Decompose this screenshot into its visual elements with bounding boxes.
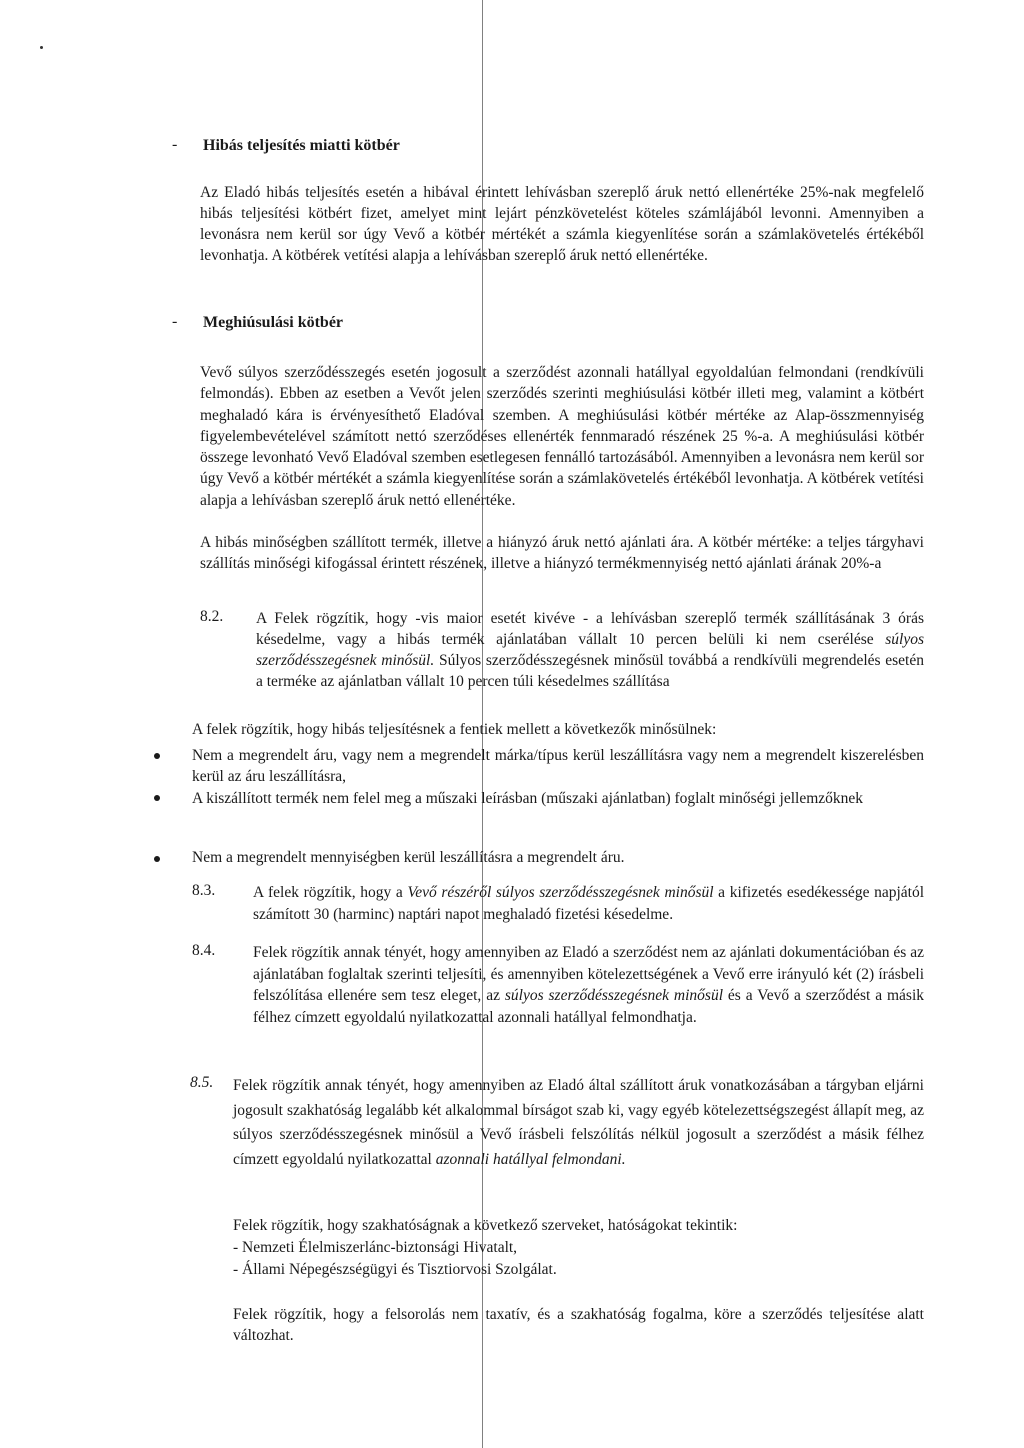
- list-item: Nem a megrendelt áru, vagy nem a megrendelt márka/típus kerül leszállításra vagy nem a megrendelt kiszerelésben kerül az áru leszállításra,: [192, 747, 924, 785]
- clause-8-5-italic: azonnali hatállyal felmondani.: [435, 1150, 626, 1168]
- list-item: Nem a megrendelt mennyiségben kerül leszállításra a megrendelt áru.: [192, 849, 625, 866]
- paragraph-felsorolas: Felek rögzítik, hogy a felsorolás nem taxatív, és a szakhatóság fogalma, köre a szerződés teljesítése alatt változhat.: [233, 1306, 924, 1344]
- section-dash: -: [172, 136, 178, 153]
- clause-8-4-text: Felek rögzítik annak tényét, hogy amennyiben az Eladó a szerződést nem az ajánlati dokumentációban és az ajánlatában foglaltak szerinti teljesíti, és amennyiben kötelezettségének a Vevő erre irányuló két (2) írásbeli felszólítása ellenére sem tesz eleget, az: [253, 944, 924, 1004]
- clause-8-2-text-end: Súlyos szerződésszegésnek minősül továbbá a rendkívüli megrendelés esetén a terméke az ajánlatban vállalt 10 percen túli késedelmes szállítása: [256, 652, 924, 690]
- authority-item: - Állami Népegészségügyi és Tisztiorvosi Szolgálat.: [233, 1261, 557, 1278]
- section-heading-meghiusulasi: Meghiúsulási kötbér: [203, 314, 344, 331]
- clause-number-8-4: 8.4.: [192, 942, 216, 959]
- authorities-intro: Felek rögzítik, hogy szakhatóságnak a következő szerveket, hatóságokat tekintik:: [233, 1217, 738, 1234]
- clause-8-5: [233, 1074, 924, 1172]
- clause-number-8-5: 8.5.: [190, 1074, 214, 1091]
- paragraph-hibas: Az Eladó hibás teljesítés esetén a hibával érintett lehívásban szereplő áruk nettó ellenértéke 25%-nak megfelelő hibás teljesítési kötbért fizet, amelyet mint lejárt pénzkövetelést köteles számlájából levonni. Amennyiben a levonásra nem kerül sor úgy Vevő a kötbér mértékét a számla kiegyenlítése során a számlakövetelés értékéből levonhatja. A kötbérek vetítési alapja a lehívásban szereplő áruk nettó ellenértéke.: [200, 184, 924, 264]
- bullet-icon: [154, 795, 160, 801]
- authority-item: - Nemzeti Élelmiszerlánc-biztonsági Hivatalt,: [233, 1239, 518, 1256]
- list-intro-hibas: A felek rögzítik, hogy hibás teljesítésnek a fentiek mellett a következők minősülnek:: [192, 721, 717, 738]
- section-dash: -: [172, 313, 178, 330]
- clause-8-4: [253, 942, 924, 1028]
- bullet-icon: [154, 856, 160, 862]
- clause-number-8-3: 8.3.: [192, 882, 216, 899]
- paragraph-hibas-minoseg: A hibás minőségben szállított termék, illetve a hiányzó áruk nettó ajánlati ára. A kötbér mértéke: a teljes tárgyhavi szállítás minőségi kifogással érintett részének, illetve a hiányzó termékmennyiség nettó ajánlati árának 20%-a: [200, 534, 924, 572]
- clause-8-3-italic: Vevő részéről súlyos szerződésszegésnek minősül: [407, 884, 714, 901]
- clause-8-2-text: A Felek rögzítik, hogy -vis maior esetét kivéve - a lehívásban szereplő termék szállításának 3 órás késedelme, vagy a hibás termék ajánlatában vállalt 10 percen belüli ki nem cserélése: [256, 610, 924, 648]
- clause-8-2: [256, 608, 924, 692]
- clause-8-4-italic: súlyos szerződésszegésnek minősül: [504, 987, 724, 1004]
- clause-8-4-text-end: és a Vevő a szerződést a másik félhez címzett egyoldalú nyilatkozattal azonnali hatállyal felmondhatja.: [253, 987, 925, 1026]
- scan-speck: [40, 46, 43, 49]
- clause-8-3-text-end: a kifizetés esedékessége napjától számított 30 (harminc) naptári napot meghaladó fizetési késedelme.: [253, 884, 925, 923]
- clause-number-8-2: 8.2.: [200, 608, 224, 625]
- paragraph-meghiusulasi: Vevő súlyos szerződésszegés esetén jogosult a szerződést azonnali hatállyal egyoldalúan felmondani (rendkívüli felmondás). Ebben az esetben a Vevőt jelen szerződés szerinti meghiúsulási kötbér illeti meg, valamint a kötbért meghaladó kára is érvényesíthető Eladóval szemben. A meghiúsulási kötbér mértéke az Alap-összmennyiség figyelembevételével számított nettó szerződéses ellenérték fennmaradó részének 25 %-a. A meghiúsulási kötbér összege levonható Vevő Eladóval szemben esetlegesen fennálló tartozásából. Amennyiben a levonásra nem kerül sor úgy Vevő a kötbér mértékét a számla kiegyenlítése során a számlakövetelés értékéből levonhatja. A kötbérek vetítési alapja a lehívásban szereplő áruk nettó ellenértéke.: [200, 364, 924, 509]
- clause-8-2-italic: súlyos szerződésszegésnek minősül.: [256, 631, 924, 669]
- section-heading-hibas: Hibás teljesítés miatti kötbér: [203, 137, 400, 154]
- clause-8-3: [253, 882, 924, 926]
- bullet-icon: [154, 753, 160, 759]
- clause-8-5-text: Felek rögzítik annak tényét, hogy amennyiben az Eladó által szállított áruk vonatkozásában a tárgyban eljárni jogosult szakhatóság legalább két alkalommal bírságot szab ki, vagy egyéb kötelezettségszegést állapít meg, az súlyos szerződésszegésnek minősül a Vevő írásbeli felszólítás nélkül jogosult a szerződést a másik félhez címzett egyoldalú nyilatkozattal: [233, 1077, 924, 1168]
- list-item: A kiszállított termék nem felel meg a műszaki leírásban (műszaki ajánlatban) foglalt minőségi jellemzőknek: [192, 790, 864, 807]
- clause-8-3-text: A felek rögzítik, hogy a: [253, 884, 408, 901]
